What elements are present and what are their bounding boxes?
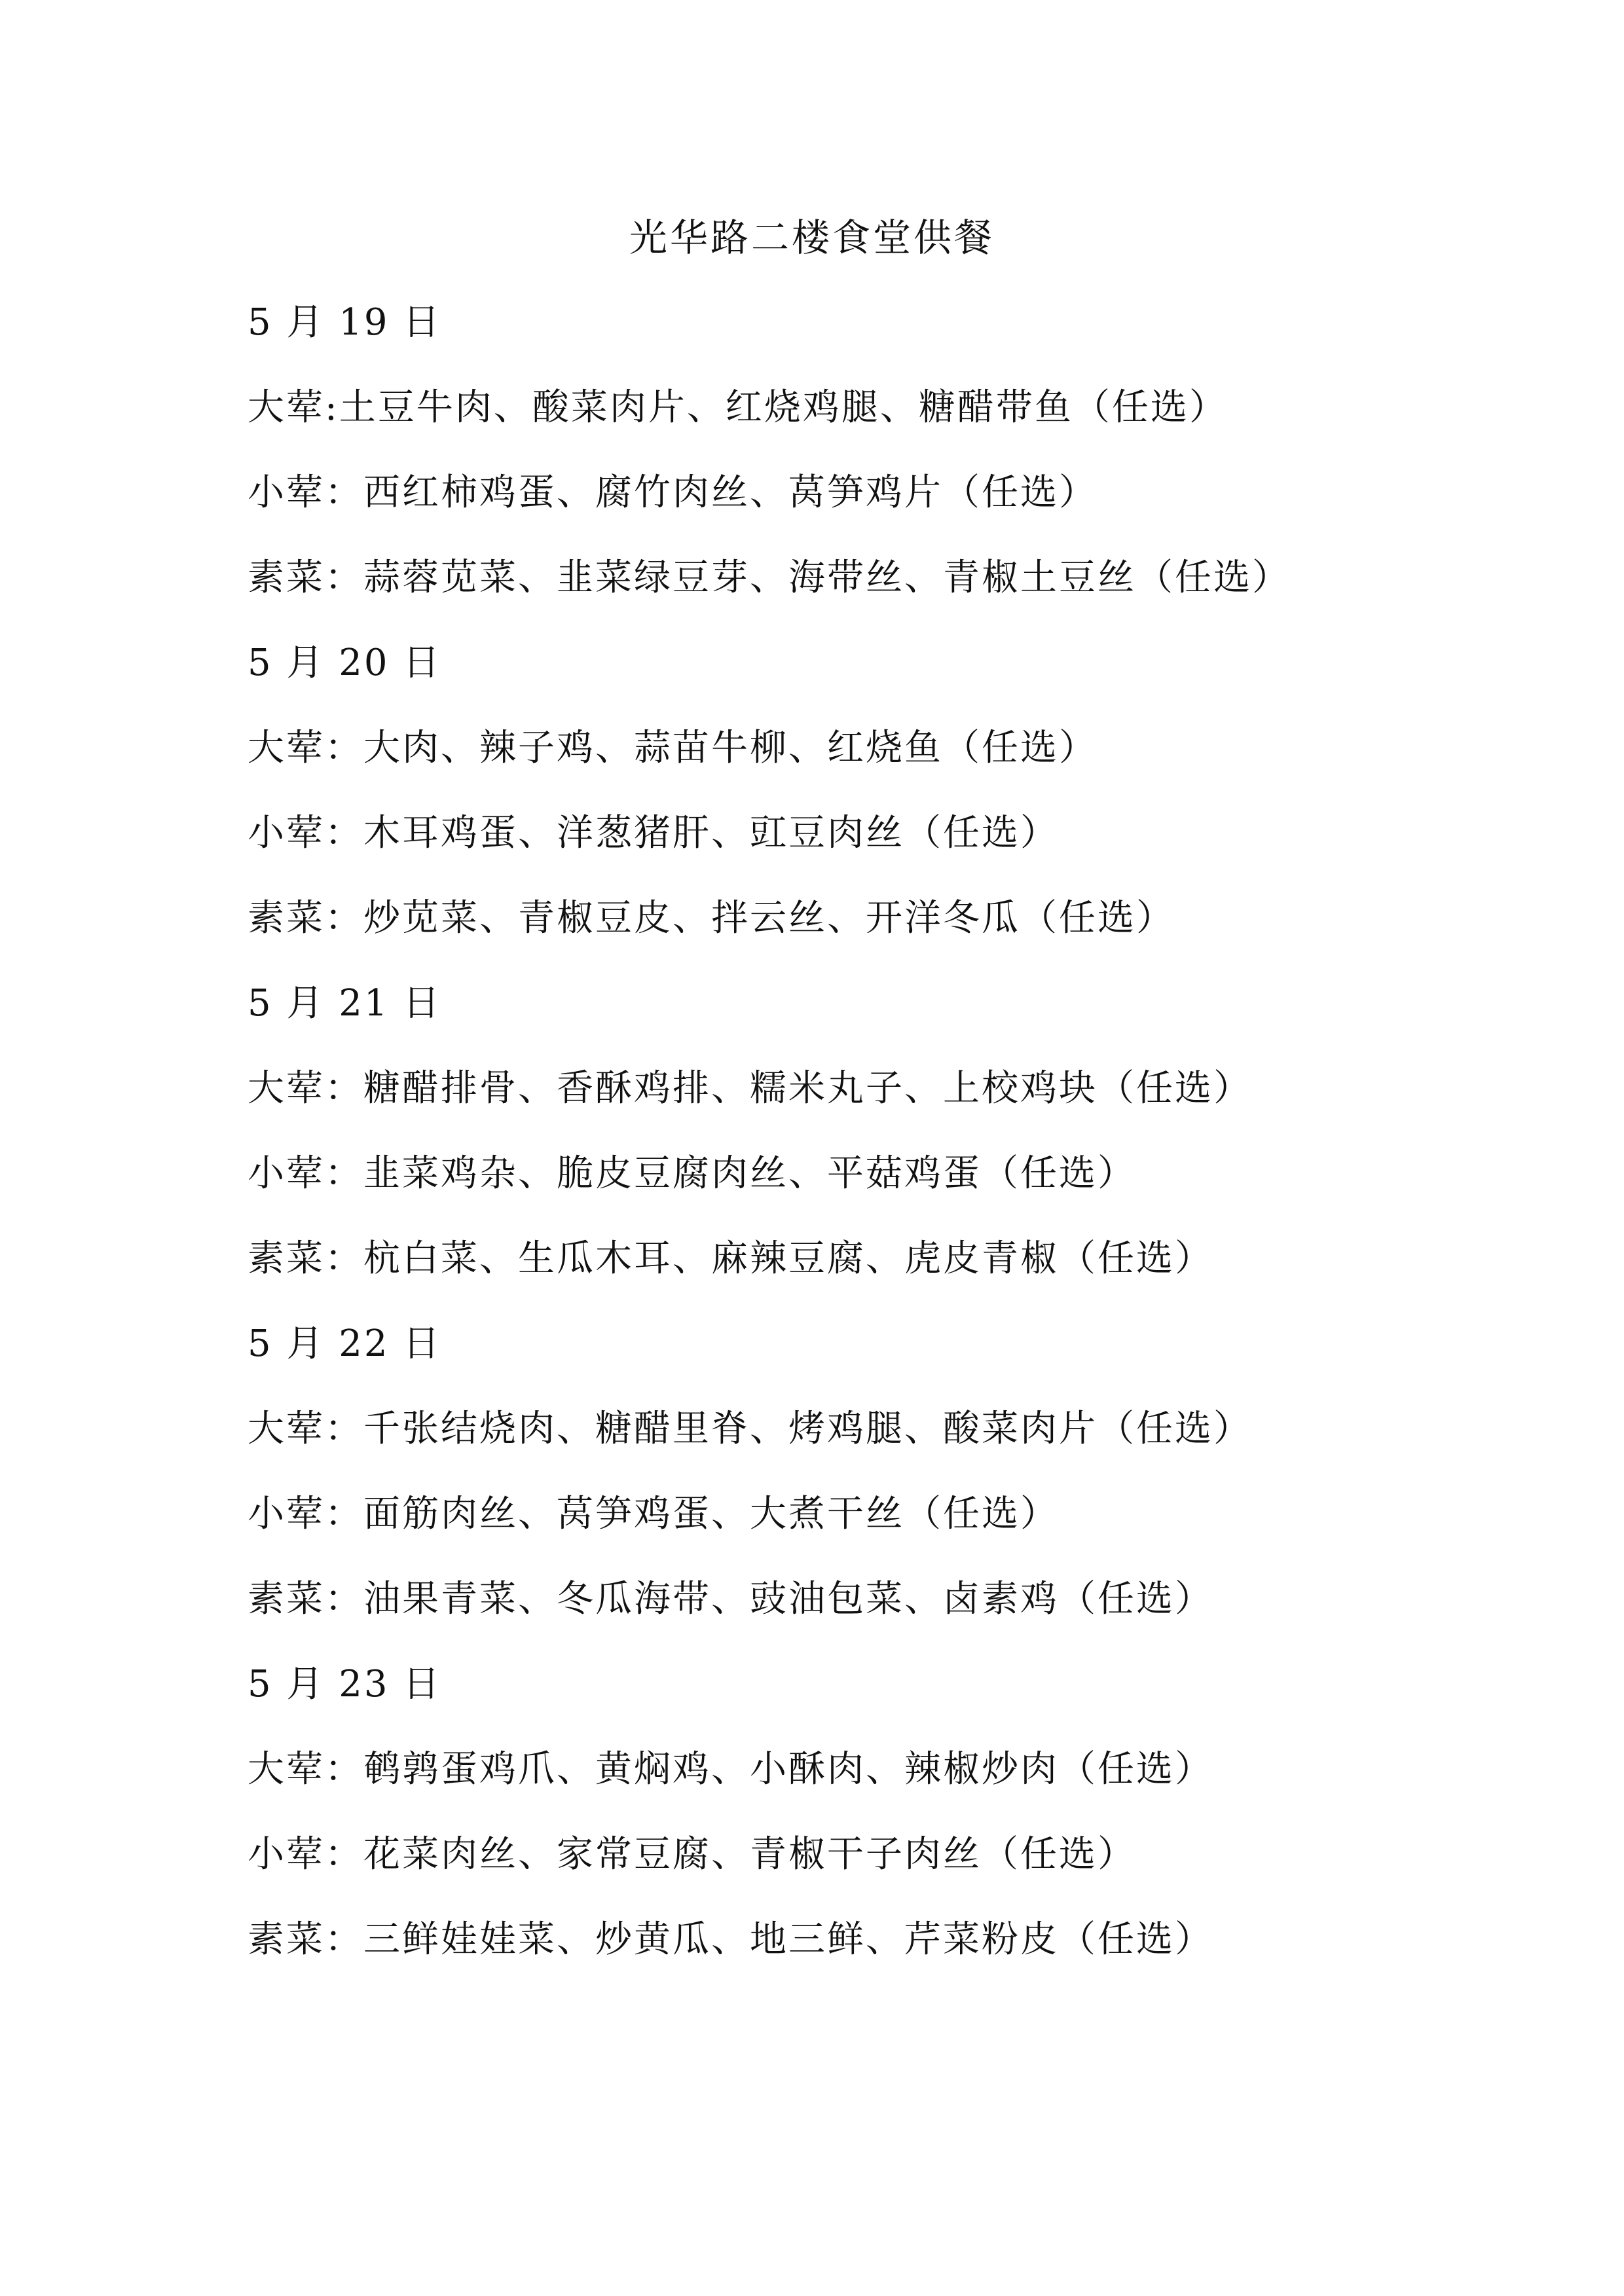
day-date: 5 月 22 日 <box>248 1322 442 1365</box>
vegetable-dishes: 素菜：炒苋菜、青椒豆皮、拌云丝、开洋冬瓜（任选） <box>248 897 1175 939</box>
big-meat-dishes: 大荤：大肉、辣子鸡、蒜苗牛柳、红烧鱼（任选） <box>248 727 1098 769</box>
vegetable-dishes: 素菜：蒜蓉苋菜、韭菜绿豆芽、海带丝、青椒土豆丝（任选） <box>248 556 1291 599</box>
menu-list <box>248 293 1492 1995</box>
vegetable-dishes: 素菜：三鲜娃娃菜、炒黄瓜、地三鲜、芹菜粉皮（任选） <box>248 1918 1213 1961</box>
big-meat-dishes: 大荤:土豆牛肉、酸菜肉片、红烧鸡腿、糖醋带鱼（任选） <box>248 386 1228 429</box>
big-meat-dishes: 大荤：糖醋排骨、香酥鸡排、糯米丸子、上校鸡块（任选） <box>248 1067 1252 1110</box>
day-section <box>248 634 1492 974</box>
page-title: 光华路二楼食堂供餐 <box>629 215 995 260</box>
big-meat-dishes: 大荤：鹌鹑蛋鸡爪、黄焖鸡、小酥肉、辣椒炒肉（任选） <box>248 1748 1213 1791</box>
day-date: 5 月 20 日 <box>248 642 442 684</box>
big-meat-dishes: 大荤：千张结烧肉、糖醋里脊、烤鸡腿、酸菜肉片（任选） <box>248 1408 1252 1450</box>
vegetable-dishes: 素菜：杭白菜、生瓜木耳、麻辣豆腐、虎皮青椒（任选） <box>248 1237 1213 1280</box>
small-meat-dishes: 小荤：韭菜鸡杂、脆皮豆腐肉丝、平菇鸡蛋（任选） <box>248 1152 1136 1195</box>
small-meat-dishes: 小荤：木耳鸡蛋、洋葱猪肝、豇豆肉丝（任选） <box>248 812 1059 854</box>
day-section <box>248 974 1492 1315</box>
day-date: 5 月 23 日 <box>248 1663 442 1705</box>
day-date: 5 月 19 日 <box>248 301 442 344</box>
small-meat-dishes: 小荤：面筋肉丝、莴笋鸡蛋、大煮干丝（任选） <box>248 1493 1059 1535</box>
day-section <box>248 293 1492 634</box>
day-date: 5 月 21 日 <box>248 982 442 1025</box>
small-meat-dishes: 小荤：西红柿鸡蛋、腐竹肉丝、莴笋鸡片（任选） <box>248 471 1098 514</box>
small-meat-dishes: 小荤：花菜肉丝、家常豆腐、青椒干子肉丝（任选） <box>248 1833 1136 1876</box>
day-section <box>248 1655 1492 1995</box>
day-section <box>248 1315 1492 1655</box>
vegetable-dishes: 素菜：油果青菜、冬瓜海带、豉油包菜、卤素鸡（任选） <box>248 1578 1213 1620</box>
